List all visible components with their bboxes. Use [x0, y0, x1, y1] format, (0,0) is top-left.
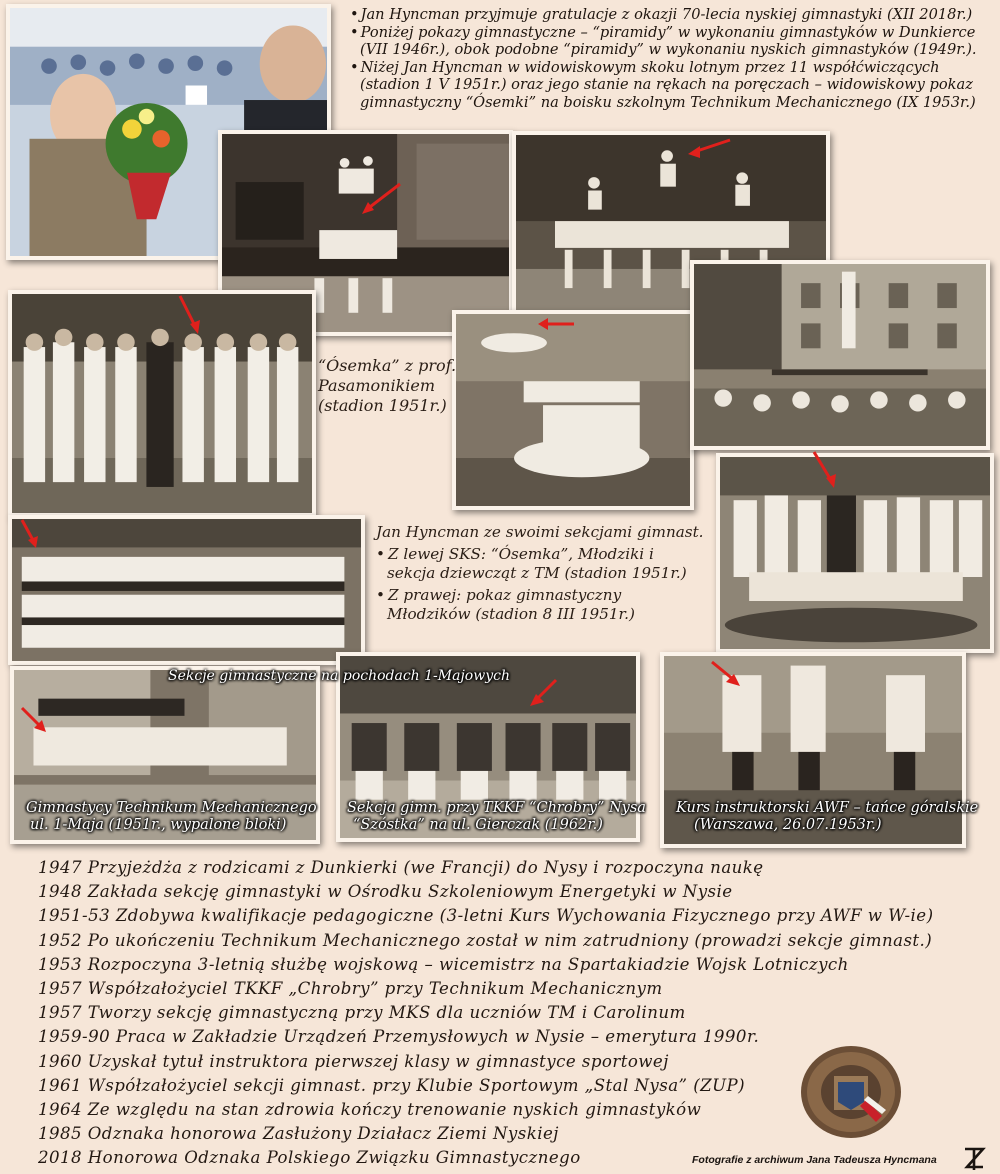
monogram-icon	[962, 1145, 986, 1171]
photo-osemka-professor	[8, 290, 316, 517]
timeline-item: 2018 Honorowa Odznaka Polskiego Związku Gimnastycznego	[38, 1148, 581, 1168]
photo-sections-group	[8, 515, 365, 665]
red-arrow-icon	[686, 136, 732, 160]
red-arrow-icon	[176, 294, 202, 336]
caption-line: ul. 1-Maja (1951r., wypalone bloki)	[30, 817, 287, 833]
caption-sections	[376, 523, 706, 627]
caption-sections-title: Jan Hyncman ze swoimi sekcjami gimnast.	[376, 523, 704, 541]
timeline-item: 1951-53 Zdobywa kwalifikacje pedagogiczne (3-letni Kurs Wychowania Fizycznego przy AWF w W-ie)	[38, 906, 934, 926]
photo-credit: Fotografie z archiwum Jana Tadeusza Hyncmana	[692, 1154, 937, 1166]
timeline-item: 1953 Rozpoczyna 3-letnią służbę wojskową – wicemistrz na Spartakiadzie Wojsk Lotniczych	[38, 954, 849, 974]
photo-flying-jump	[452, 310, 694, 510]
caption-sections-right: • Z prawej: pokaz gimnastyczny Młodzików (stadion 8 III 1951r.)	[376, 586, 706, 624]
caption-osemka	[318, 356, 456, 416]
header-bullet: • Niżej Jan Hyncman w widowiskowym skoku lotnym przez 11 współćwiczących (stadion 1 V 1951r.) oraz jego stanie na rękach na poręczach – widowiskowy pokaz gimnastyczny “Ósemki” na boisku szkolnym Technikum Mechanicznego (IX 1953r.)	[350, 59, 990, 112]
timeline-item: 1960 Uzyskał tytuł instruktora pierwszej klasy w gimnastyce sportowej	[38, 1051, 669, 1071]
caption-line: (Warszawa, 26.07.1953r.)	[694, 817, 882, 833]
photo-handstand-bars	[690, 260, 990, 450]
red-arrow-icon	[536, 316, 576, 332]
timeline-item: 1964 Ze względu na stan zdrowia kończy trenowanie nyskich gimnastyków	[38, 1100, 702, 1120]
caption-line: Pasamonikiem	[318, 376, 436, 395]
red-arrow-icon	[360, 180, 404, 216]
timeline-item: 1959-90 Praca w Zakładzie Urządzeń Przemysłowych w Nysie – emerytura 1990r.	[38, 1027, 760, 1047]
photo-juniors-demo	[716, 453, 994, 653]
honor-badge-icon	[798, 1040, 904, 1140]
caption-line: Gimnastycy Technikum Mechanicznego	[26, 800, 317, 816]
red-arrow-icon	[18, 704, 48, 734]
red-arrow-icon	[810, 450, 838, 490]
timeline-item: 1947 Przyjeżdża z rodzicami z Dunkierki (we Francji) do Nysy i rozpoczyna naukę	[38, 858, 764, 877]
caption-tkkf	[347, 800, 646, 834]
caption-tm-gymnasts	[26, 800, 317, 834]
caption-sections-left: • Z lewej SKS: “Ósemka”, Młodziki i sekcja dziewcząt z TM (stadion 1951r.)	[376, 545, 706, 583]
timeline-item: 1952 Po ukończeniu Technikum Mechanicznego został w nim zatrudniony (prowadzi sekcje gimnast.)	[38, 930, 933, 950]
timeline-item: 1948 Zakłada sekcję gimnastyki w Ośrodku Szkoleniowym Energetyki w Nysie	[38, 882, 733, 902]
caption-awf	[676, 800, 978, 834]
header-bullet: • Poniżej pokazy gimnastyczne – “piramidy” w wykonaniu gimnastyków w Dunkierce (VII 1946r.), obok podobne “piramidy” w wykonaniu nyskich gimnastyków (1949r.).	[350, 24, 990, 59]
red-arrow-icon	[708, 658, 742, 688]
red-arrow-icon	[528, 676, 560, 708]
timeline-item: 1961 Współzałożyciel sekcji gimnast. przy Klubie Sportowym „Stal Nysa” (ZUP)	[38, 1075, 746, 1095]
timeline-item: 1957 Tworzy sekcję gimnastyczną przy MKS dla uczniów TM i Carolinum	[38, 1003, 686, 1023]
red-arrow-icon	[18, 518, 40, 550]
caption-may-day: Sekcje gimnastyczne na pochodach 1-Majowych	[168, 668, 510, 684]
timeline-item: 1985 Odznaka honorowa Zasłużony Działacz Ziemi Nyskiej	[38, 1124, 559, 1144]
header-bullets	[350, 6, 990, 111]
caption-line: Sekcja gimn. przy TKKF “Chrobry” Nysa	[347, 800, 646, 816]
caption-line: “Szóstka” na ul. Gierczak (1962r.)	[353, 817, 603, 833]
caption-line: “Ósemka” z prof.	[318, 356, 457, 375]
caption-line: (stadion 1951r.)	[318, 396, 447, 415]
timeline-item: 1957 Współzałożyciel TKKF „Chrobry” przy Technikum Mechanicznym	[38, 979, 663, 999]
caption-line: Kurs instruktorski AWF – tańce góralskie	[676, 800, 979, 816]
header-bullet: • Jan Hyncman przyjmuje gratulacje z okazji 70-lecia nyskiej gimnastyki (XII 2018r.)	[350, 6, 990, 24]
